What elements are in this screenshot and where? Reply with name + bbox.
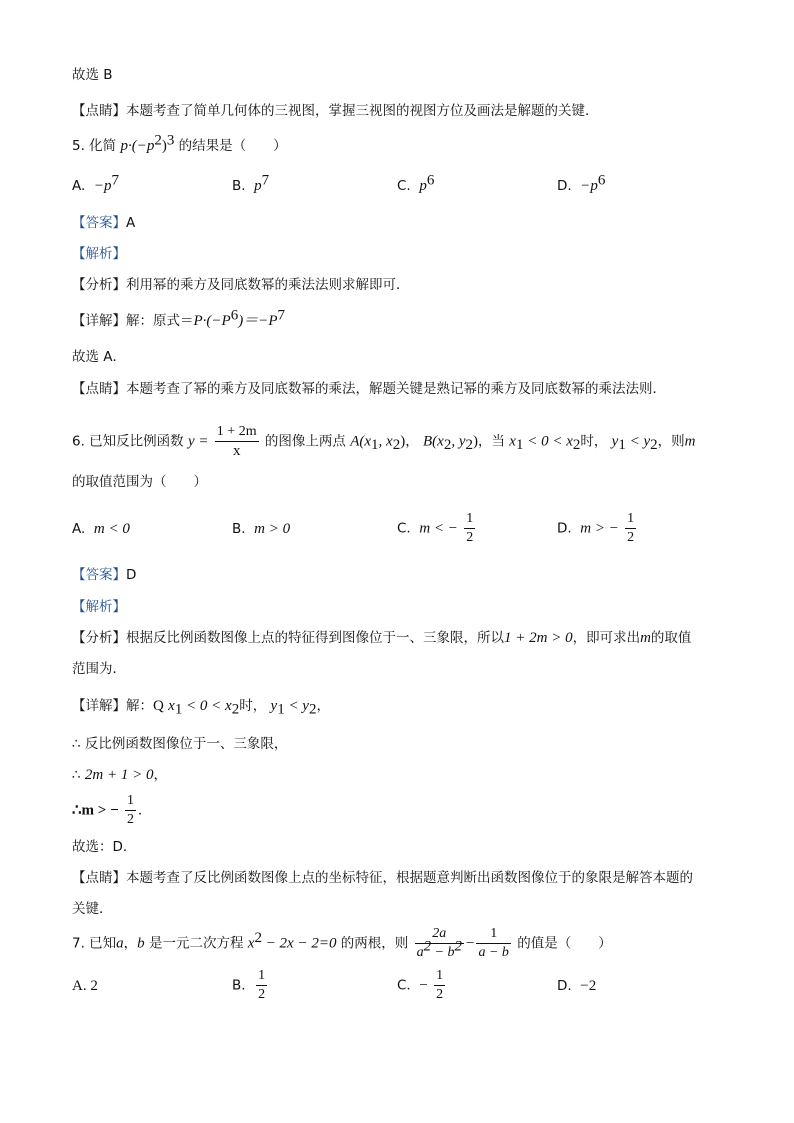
option-value: m < − [419, 520, 458, 537]
q7-a: a [116, 935, 124, 952]
xiangjie-exp7: 7 [277, 307, 285, 324]
option-value: −2 [580, 978, 597, 994]
answer-choice-text: 故选 B [72, 67, 113, 83]
sup: 2 [423, 938, 432, 955]
q7-fraction-2 [476, 926, 510, 961]
sub: 2 [231, 701, 240, 718]
q5-tail: 的结果是（ ） [178, 138, 287, 154]
xiangjie-pre: 解： [126, 698, 153, 714]
q7-text-mid2: 的两根，则 [340, 935, 409, 952]
fraction-numerator: 1 [464, 511, 475, 529]
xiangjie-y: y [270, 698, 278, 714]
q6-point-b-mid: , y [451, 433, 466, 450]
fraction-denominator: 2 [258, 987, 266, 1002]
fenxi-tag: 【分析】 [72, 630, 126, 646]
q6-therefore-3 [72, 793, 151, 828]
q5-fenxi [72, 276, 410, 294]
fraction-denominator: 2 [436, 987, 444, 1002]
option-label: B. [232, 178, 246, 194]
xiangjie-pre: 解：原式＝ [126, 313, 194, 329]
dianjing-text: 本题考查了简单几何体的三视图，掌握三视图的视图方位及画法是解题的关键． [126, 103, 599, 119]
q6-yy: y [611, 433, 619, 450]
fraction-numerator: 1 + 2m [215, 424, 259, 442]
fenxi-m-var: m [640, 630, 651, 646]
q5-number: 5. 化简 [72, 138, 117, 154]
option-value: −p [580, 178, 598, 194]
fraction-numerator: 1 [434, 968, 445, 986]
option-label: A. [72, 521, 86, 537]
q6-therefore-2 [72, 766, 167, 784]
q7-number: 7. 已知 [72, 935, 117, 952]
q6-y-eq: y = [187, 433, 209, 450]
option-label: C. [397, 977, 411, 994]
dianjing-text: 本题考查了反比例函数图像上点的坐标特征，根据题意判断出函数图像位于的象限是解答本题的 [126, 870, 693, 886]
option-label: B. [232, 977, 246, 994]
therefore-text: ∴ 反比例函数图像位于一、三象限， [72, 736, 288, 752]
q5-exp2: 2 [154, 132, 162, 149]
fraction-denominator-b: − b [431, 945, 455, 960]
q7-eq-rest: − 2x − 2=0 [261, 935, 337, 952]
therefore-symbol: ∴ [72, 767, 85, 783]
sup: 2 [454, 938, 463, 955]
q6-stem [72, 424, 695, 459]
q6-text-mid1: 的图像上两点 [264, 433, 346, 450]
xiangjie-when: 时， [239, 698, 267, 714]
q6-xiangjie [72, 697, 330, 718]
comma: ， [405, 433, 419, 450]
sub: 1 [174, 701, 183, 718]
fenxi-text: 根据反比例函数图像上点的特征得到图像位于一、三象限，所以 [126, 630, 504, 646]
q7-option-d [557, 977, 596, 995]
option-exp: 7 [111, 172, 120, 189]
option-label: A. [72, 178, 86, 194]
option-value: m > 0 [254, 521, 291, 537]
sub: 2 [572, 437, 581, 454]
q6-dianjing [72, 869, 693, 887]
option-exp: 7 [261, 172, 270, 189]
q6-option-a [72, 520, 130, 538]
sub: 2 [308, 701, 317, 718]
q6-text-mid2: ，当 [477, 433, 505, 450]
q7-fraction-1 [415, 926, 464, 961]
fraction-denominator: 2 [627, 530, 635, 545]
answer-choice-line [72, 66, 113, 84]
period: ． [137, 802, 152, 819]
sub: 2 [465, 437, 473, 454]
fraction-numerator: 1 [256, 968, 267, 986]
q6-point-b-end: ) [472, 433, 478, 450]
therefore-fraction [125, 793, 136, 828]
q6-stem-line2 [72, 473, 207, 491]
option-label: D. [557, 978, 572, 994]
q6-option-d [557, 511, 638, 546]
q7-option-b [232, 968, 269, 1003]
q5-expr-close: ) [161, 138, 167, 154]
q6-fenxi [72, 629, 691, 647]
xiangjie-exp6: 6 [230, 307, 239, 324]
xiangjie-tag: 【详解】 [72, 698, 126, 714]
q5-analysis-heading [72, 245, 126, 263]
option-value: −p [93, 178, 112, 194]
q6-option-b [232, 520, 290, 538]
q6-fenxi-line2 [72, 660, 126, 678]
q7-eq: x [247, 935, 255, 952]
xiangjie-cond: < 0 < x [182, 698, 232, 714]
option-exp: 6 [597, 172, 606, 189]
q7-option-c [397, 968, 447, 1003]
q6-text-mid4: ，则 [657, 433, 685, 450]
q5-option-c [397, 172, 435, 195]
q6-answer [72, 566, 136, 584]
fenxi-expr: 1 + 2m > 0 [504, 630, 573, 646]
comma: ， [153, 767, 167, 783]
option-label: C. [397, 178, 411, 194]
fenxi-text: 利用幂的乘方及同底数幂的乘法法则求解即可． [126, 277, 410, 293]
xiangjie-x: x [168, 698, 175, 714]
fraction-denominator: 2 [466, 530, 474, 545]
guxuan-text: 故选：D． [72, 839, 137, 855]
q6-point-a-mid: , x [378, 433, 393, 450]
q6-text-mid3: 时， [580, 433, 608, 450]
q7-eq-exp: 2 [254, 930, 262, 946]
q7-stem [72, 926, 612, 961]
option-exp: 6 [426, 172, 435, 189]
option-value: − [419, 977, 428, 994]
q5-answer [72, 214, 135, 232]
comma: ， [123, 935, 138, 952]
option-value: p [419, 178, 427, 194]
fraction-denominator: x [232, 443, 241, 459]
fraction-denominator-a: a [416, 945, 424, 960]
fenxi-text-post: ，即可求出 [572, 630, 641, 646]
option-label: C. [397, 520, 411, 537]
q6-cond: x [509, 433, 516, 450]
q6-analysis-heading [72, 598, 126, 616]
q7-option-a [72, 977, 98, 995]
q7-b: b [137, 935, 145, 952]
xiangjie-y-cond: < y [284, 698, 309, 714]
dianjing-text-line2: 关键． [72, 901, 113, 917]
q5-option-d [557, 172, 606, 195]
fenxi-tag: 【分析】 [72, 277, 126, 293]
q7-text-mid: 是一元二次方程 [148, 935, 244, 952]
q6-option-c [397, 511, 477, 546]
q6-therefore-1 [72, 735, 287, 753]
sub: 2 [650, 437, 658, 454]
comma: ， [316, 698, 330, 714]
q6-number: 6. 已知反比例函数 [72, 433, 184, 450]
q5-option-a [72, 172, 120, 195]
therefore-expr: ∴m > − [72, 802, 119, 819]
fraction-denominator: 2 [126, 812, 134, 827]
answer-tag: 【答案】 [72, 567, 126, 583]
sub: 1 [515, 437, 524, 454]
sub: 2 [443, 437, 452, 454]
q6-m-var: m [684, 433, 696, 450]
q6-yy-mid: < y [625, 433, 651, 450]
option-fraction [464, 511, 475, 546]
fraction-numerator: 2a [415, 926, 464, 944]
minus-sign: − [466, 935, 475, 952]
q6-fraction [215, 424, 259, 459]
analysis-tag: 【解析】 [72, 599, 126, 615]
q5-guxuan [72, 348, 126, 366]
q5-expr-inner: ·(−p [127, 138, 155, 154]
q5-stem [72, 132, 287, 155]
fraction-numerator: 1 [125, 793, 136, 811]
q6-point-b: B(x [422, 433, 444, 450]
q6-point-a: A(x [350, 433, 372, 450]
q5-option-b [232, 172, 270, 195]
dianjing-tag: 【点睛】 [72, 381, 126, 397]
dianjing-text: 本题考查了幂的乘方及同底数幂的乘法，解题关键是熟记幂的乘方及同底数幂的乘法法则． [126, 381, 666, 397]
option-value: m < 0 [93, 521, 130, 537]
q6-guxuan [72, 838, 136, 856]
xiangjie-tag: 【详解】 [72, 313, 126, 329]
option-fraction [256, 968, 267, 1003]
option-value: m > − [580, 520, 619, 537]
option-label: D. [557, 520, 572, 537]
answer-value: D [126, 567, 137, 583]
q5-dianjing [72, 380, 666, 398]
option-fraction [434, 968, 445, 1003]
fenxi-text-line2: 范围为． [72, 661, 126, 677]
sub: 1 [371, 437, 379, 454]
q7-tail: 的值是（ ） [517, 935, 612, 952]
option-label: B. [232, 521, 246, 537]
dianjing-tag: 【点睛】 [72, 103, 126, 119]
sub: 2 [392, 437, 401, 454]
answer-value: A [126, 215, 136, 231]
answer-tag: 【答案】 [72, 215, 126, 231]
option-fraction [625, 511, 636, 546]
option-value: p [254, 178, 262, 194]
q6-point-a-end: ) [400, 433, 406, 450]
therefore-expr: 2m + 1 > 0 [84, 767, 154, 783]
option-value: A. 2 [72, 978, 98, 994]
option-label: D. [557, 178, 572, 194]
guxuan-text: 故选 A． [72, 349, 127, 365]
q6-tail: 的取值范围为（ ） [72, 474, 207, 490]
dianjing-tag: 【点睛】 [72, 870, 126, 886]
fraction-numerator: 1 [476, 926, 510, 944]
sub: 1 [618, 437, 626, 454]
xiangjie-result: )＝−P [238, 313, 278, 329]
xiangjie-expr: P·(−P [193, 313, 231, 329]
because-symbol: Q [153, 698, 164, 714]
q5-exp3: 3 [166, 132, 175, 149]
sub: 1 [277, 701, 285, 718]
fenxi-text-end: 的取值 [650, 630, 692, 646]
q5-expr-p: p [120, 138, 128, 154]
q4-dianjing [72, 102, 599, 120]
q5-xiangjie [72, 307, 285, 330]
fraction-numerator: 1 [625, 511, 636, 529]
q6-cond-mid: < 0 < x [523, 433, 573, 450]
fraction-denominator: a − b [478, 945, 509, 960]
analysis-tag: 【解析】 [72, 246, 126, 262]
q6-dianjing-line2 [72, 900, 113, 918]
